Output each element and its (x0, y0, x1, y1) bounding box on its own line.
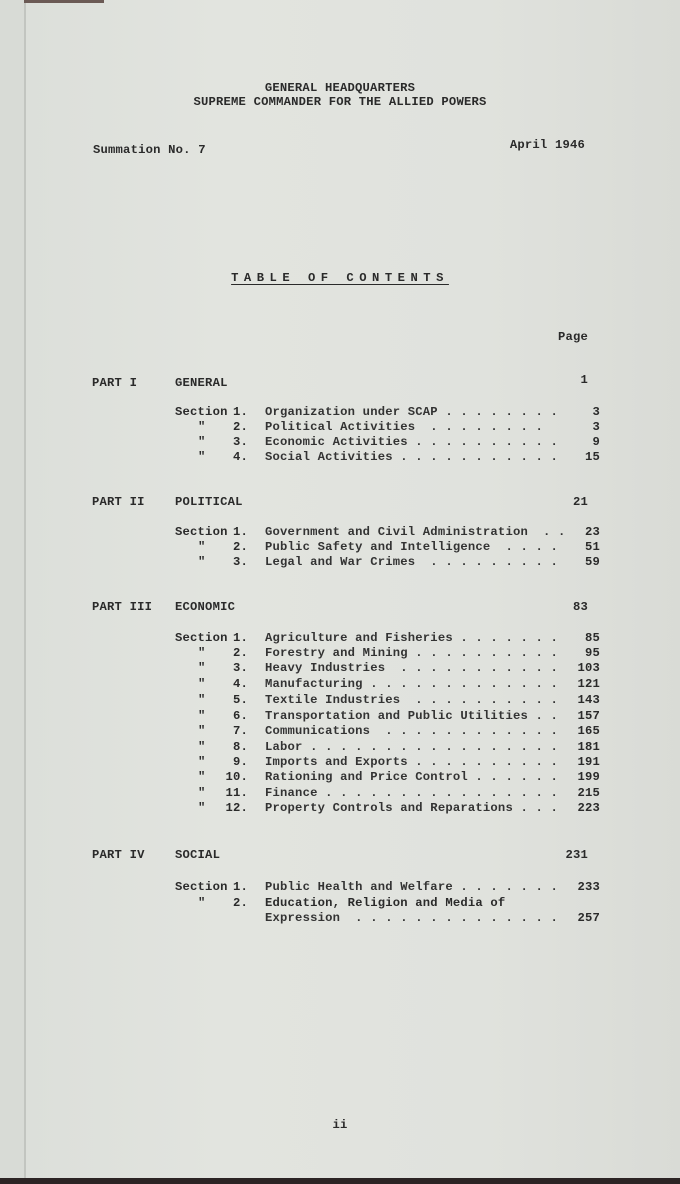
section-page: 143 (577, 693, 600, 707)
section-page: 181 (577, 740, 600, 754)
section-title: Manufacturing . . . . . . . . . . . . . (265, 677, 559, 691)
section-number: 6. (232, 709, 248, 723)
document-page (26, 0, 680, 1178)
section-page: 215 (577, 786, 600, 800)
part-page: 231 (565, 848, 588, 862)
section-title: Communications . . . . . . . . . . . . (265, 724, 559, 738)
ditto-mark: " (198, 770, 206, 784)
part-label: PART I (92, 376, 138, 390)
ditto-mark: " (198, 786, 206, 800)
section-number: 8. (232, 740, 248, 754)
section-title: Rationing and Price Control . . . . . . (265, 770, 559, 784)
section-page: 23 (584, 525, 600, 539)
section-title-continuation: Expression . . . . . . . . . . . . . . (265, 911, 559, 925)
section-number: 9. (232, 755, 248, 769)
section-title: Agriculture and Fisheries . . . . . . . (265, 631, 559, 645)
toc-title: TABLE OF CONTENTS (231, 271, 449, 285)
header-line-1: GENERAL HEADQUARTERS (264, 81, 416, 95)
part-name: ECONOMIC (175, 600, 236, 614)
part-name: GENERAL (175, 376, 228, 390)
document-date: April 1946 (509, 138, 585, 152)
section-title: Property Controls and Reparations . . . (265, 801, 559, 815)
page-number: ii (332, 1118, 348, 1132)
adjacent-page-margin (0, 0, 25, 1184)
page-edge (24, 0, 26, 1184)
section-page: 51 (584, 540, 600, 554)
ditto-mark: " (198, 555, 206, 569)
ditto-mark: " (198, 677, 206, 691)
ditto-mark: " (198, 661, 206, 675)
ditto-mark: " (198, 420, 206, 434)
header-line-2: SUPREME COMMANDER FOR THE ALLIED POWERS (193, 95, 487, 109)
section-title: Forestry and Mining . . . . . . . . . . (265, 646, 559, 660)
ditto-mark: " (198, 755, 206, 769)
section-title: Education, Religion and Media of (265, 896, 506, 910)
ditto-mark: " (198, 740, 206, 754)
ditto-mark: " (198, 540, 206, 554)
section-title: Textile Industries . . . . . . . . . . (265, 693, 559, 707)
part-name: SOCIAL (175, 848, 221, 862)
section-page: 121 (577, 677, 600, 691)
section-page: 103 (577, 661, 600, 675)
section-page: 199 (577, 770, 600, 784)
section-title: Finance . . . . . . . . . . . . . . . . (265, 786, 559, 800)
section-page: 233 (577, 880, 600, 894)
section-title: Economic Activities . . . . . . . . . . (265, 435, 559, 449)
section-number: 11. (225, 786, 248, 800)
section-number: 2. (232, 896, 248, 910)
section-page: 165 (577, 724, 600, 738)
section-title: Social Activities . . . . . . . . . . . (265, 450, 559, 464)
section-label: Section (175, 405, 228, 419)
part-label: PART IV (92, 848, 145, 862)
section-page: 157 (577, 709, 600, 723)
section-number: 3. (232, 661, 248, 675)
section-title: Heavy Industries . . . . . . . . . . . (265, 661, 559, 675)
section-title: Political Activities . . . . . . . . (265, 420, 544, 434)
part-page: 21 (572, 495, 588, 509)
section-label: Section (175, 631, 228, 645)
part-page: 1 (580, 373, 588, 387)
section-page: 3 (592, 420, 600, 434)
section-page: 223 (577, 801, 600, 815)
section-number: 12. (225, 801, 248, 815)
part-label: PART II (92, 495, 145, 509)
section-number: 1. (232, 525, 248, 539)
ditto-mark: " (198, 709, 206, 723)
section-title: Government and Civil Administration . . (265, 525, 566, 539)
section-page: 3 (592, 405, 600, 419)
section-title: Imports and Exports . . . . . . . . . . (265, 755, 559, 769)
part-label: PART III (92, 600, 153, 614)
section-title: Organization under SCAP . . . . . . . . (265, 405, 559, 419)
section-number: 1. (232, 631, 248, 645)
section-number: 1. (232, 880, 248, 894)
section-number: 1. (232, 405, 248, 419)
ditto-mark: " (198, 646, 206, 660)
ditto-mark: " (198, 435, 206, 449)
summation-number: Summation No. 7 (93, 143, 206, 157)
section-title: Labor . . . . . . . . . . . . . . . . . (265, 740, 559, 754)
section-label: Section (175, 525, 228, 539)
section-number: 5. (232, 693, 248, 707)
section-number: 3. (232, 555, 248, 569)
section-page: 9 (592, 435, 600, 449)
section-label: Section (175, 880, 228, 894)
part-name: POLITICAL (175, 495, 243, 509)
section-title: Legal and War Crimes . . . . . . . . . (265, 555, 559, 569)
section-number: 4. (232, 677, 248, 691)
section-title: Transportation and Public Utilities . . (265, 709, 559, 723)
section-number: 2. (232, 646, 248, 660)
section-number: 2. (232, 540, 248, 554)
section-page: 59 (584, 555, 600, 569)
section-number: 10. (225, 770, 248, 784)
ditto-mark: " (198, 801, 206, 815)
ditto-mark: " (198, 693, 206, 707)
ditto-mark: " (198, 896, 206, 910)
page-column-label: Page (557, 330, 588, 344)
desk-surface (0, 1178, 680, 1184)
section-page: 85 (584, 631, 600, 645)
part-page: 83 (572, 600, 588, 614)
section-page: 191 (577, 755, 600, 769)
section-title: Public Safety and Intelligence . . . . (265, 540, 559, 554)
binding-strip (24, 0, 104, 3)
section-page: 15 (584, 450, 600, 464)
section-title: Public Health and Welfare . . . . . . . (265, 880, 559, 894)
ditto-mark: " (198, 450, 206, 464)
section-number: 3. (232, 435, 248, 449)
ditto-mark: " (198, 724, 206, 738)
section-number: 4. (232, 450, 248, 464)
section-page: 95 (584, 646, 600, 660)
section-page: 257 (577, 911, 600, 925)
section-number: 2. (232, 420, 248, 434)
section-number: 7. (232, 724, 248, 738)
